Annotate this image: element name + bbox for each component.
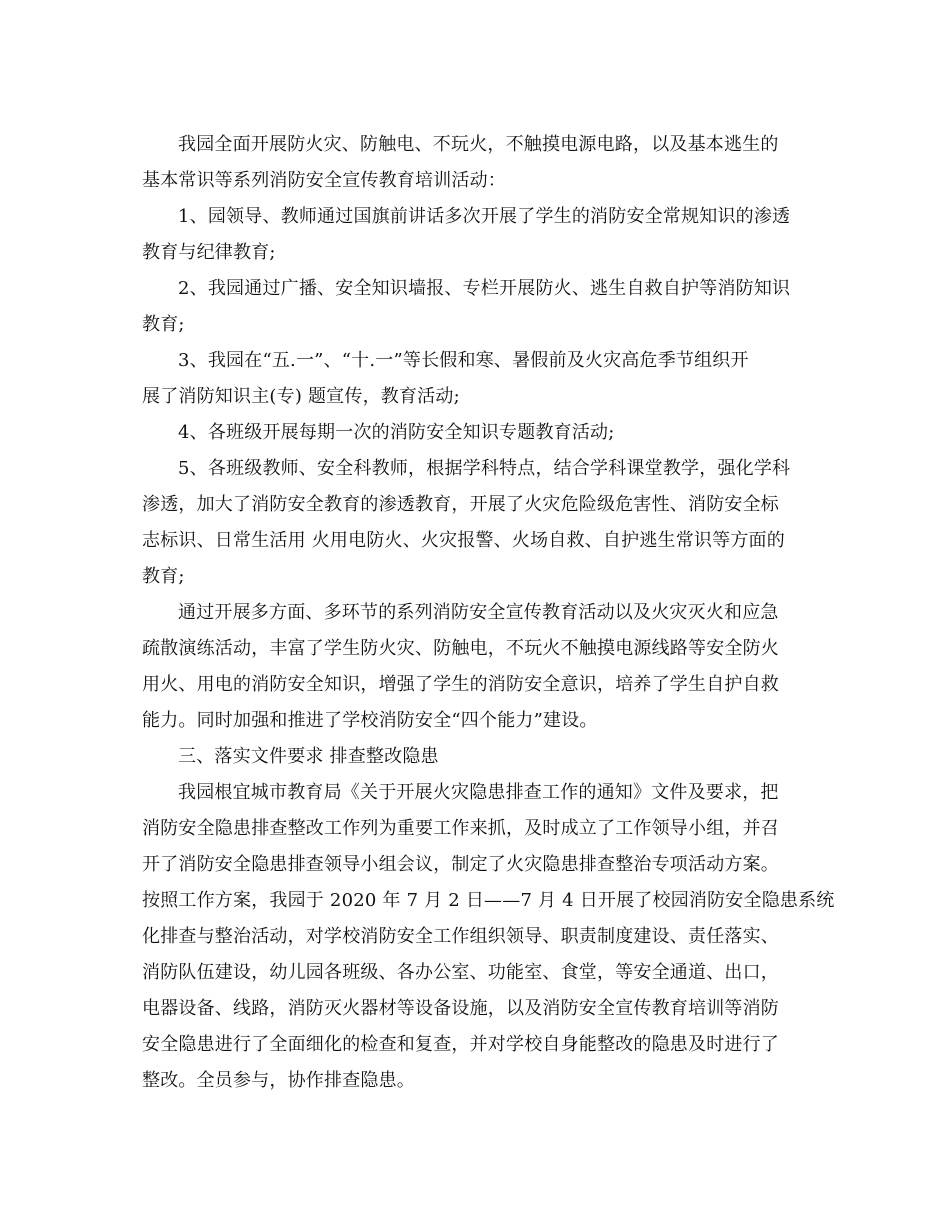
text-line: 消防安全隐患排查整改工作列为重要工作来抓，及时成立了工作领导小组，并召 [142, 818, 779, 839]
text-line: 能力。同时加强和推进了学校消防安全“四个能力”建设。 [142, 710, 598, 731]
document-body [142, 127, 835, 1099]
text-line: 展了消防知识主(专) 题宣传，教育活动; [142, 386, 460, 407]
text-line: 疏散演练活动，丰富了学生防火灾、防触电，不玩火不触摸电源线路等安全防火 [142, 638, 779, 659]
text-line: 教育; [142, 566, 185, 587]
text-line: 渗透，加大了消防安全教育的渗透教育，开展了火灾危险级危害性、消防安全标 [142, 494, 779, 515]
text-line: 2、我园通过广播、安全知识墙报、专栏开展防火、逃生自救自护等消防知识 [178, 278, 791, 299]
text-line: 教育与纪律教育; [142, 242, 276, 263]
text-line: 三、落实文件要求 排查整改隐患 [178, 746, 439, 767]
text-line: 开了消防安全隐患排查领导小组会议，制定了火灾隐患排查整治专项活动方案。 [142, 854, 779, 875]
text-line: 通过开展多方面、多环节的系列消防安全宣传教育活动以及火灾灭火和应急 [178, 602, 779, 623]
text-line: 化排查与整治活动，对学校消防安全工作组织领导、职责制度建设、责任落实、 [142, 926, 779, 947]
text-line: 电器设备、线路，消防灭火器材等设备设施，以及消防安全宣传教育培训等消防 [142, 998, 779, 1019]
text-line: 整改。全员参与，协作排查隐患。 [142, 1070, 415, 1091]
text-line: 基本常识等系列消防安全宣传教育培训活动： [142, 170, 506, 191]
text-line: 教育; [142, 314, 185, 335]
text-line: 消防队伍建设，幼儿园各班级、各办公室、功能室、食堂，等安全通道、出口， [142, 962, 779, 983]
text-line: 1、园领导、教师通过国旗前讲话多次开展了学生的消防安全常规知识的渗透 [178, 206, 791, 227]
text-line: 安全隐患进行了全面细化的检查和复查，并对学校自身能整改的隐患及时进行了 [142, 1034, 779, 1055]
text-line: 按照工作方案，我园于 2020 年 7 月 2 日——7 月 4 日开展了校园消防安全隐患系统 [142, 890, 835, 911]
text-line: 用火、用电的消防安全知识，增强了学生的消防安全意识，培养了学生自护自救 [142, 674, 779, 695]
text-line: 3、我园在“五.一”、“十.一”等长假和寒、暑假前及火灾高危季节组织开 [178, 350, 749, 371]
text-line: 志标识、日常生活用 火用电防火、火灾报警、火场自救、自护逃生常识等方面的 [142, 530, 785, 551]
text-line: 我园全面开展防火灾、防触电、不玩火，不触摸电源电路，以及基本逃生的 [178, 134, 779, 155]
text-line: 4、各班级开展每期一次的消防安全知识专题教育活动; [178, 422, 615, 443]
text-line: 5、各班级教师、安全科教师，根据学科特点，结合学科课堂教学，强化学科 [178, 458, 791, 479]
text-line: 我园根宜城市教育局《关于开展火灾隐患排查工作的通知》文件及要求，把 [178, 782, 779, 803]
